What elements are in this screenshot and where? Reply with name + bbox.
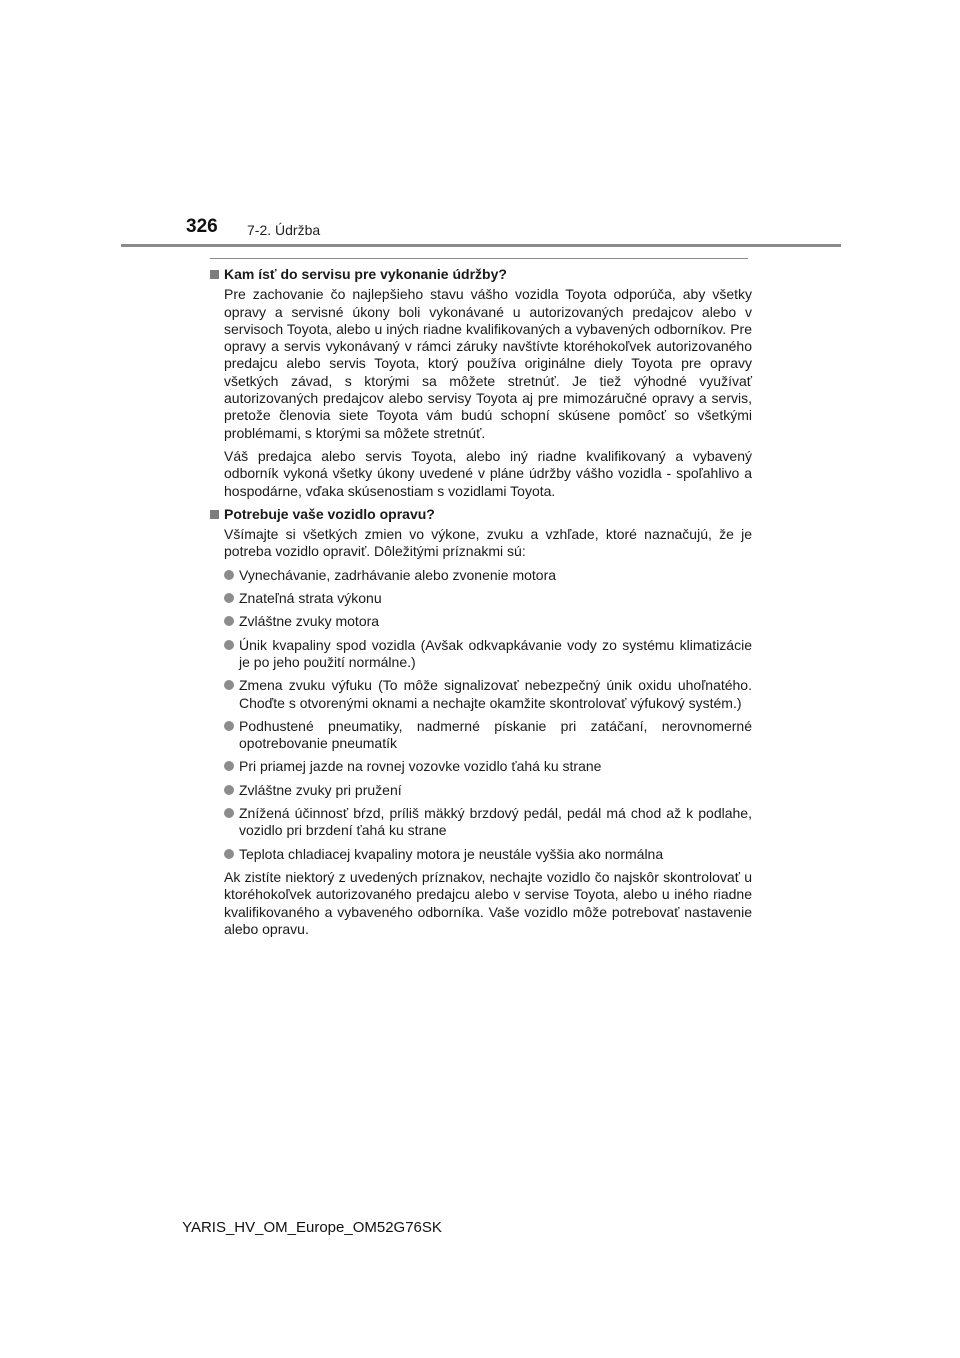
- paragraph-closing: Ak zistíte niektorý z uvedených príznakov, nechajte vozidlo čo najskôr skontrolovať u ktoréhokoľvek autorizovaného predajcu alebo v servise Toyota, alebo u iného riadne kvalifikovaného a vybaveného odborníka. Vaše vozidlo môže potrebovať nastavenie alebo opravu.: [224, 868, 752, 937]
- document-code: YARIS_HV_OM_Europe_OM52G76SK: [182, 1219, 442, 1236]
- section-heading-text: Kam ísť do servisu pre vykonanie údržby?: [224, 266, 507, 282]
- main-content: [210, 266, 752, 944]
- list-item: [224, 637, 752, 672]
- list-item: [224, 782, 752, 799]
- list-item-text: Znateľná strata výkonu: [239, 590, 382, 607]
- circle-bullet-icon: [224, 761, 234, 771]
- list-item: [224, 846, 752, 863]
- list-item-text: Zmena zvuku výfuku (To môže signalizovať nebezpečný únik oxidu uhoľnatého. Choďte s otvorenými oknami a nechajte okamžite skontrolovať výfukový systém.): [239, 677, 752, 711]
- list-item: [224, 590, 752, 607]
- list-item-text: Zvláštne zvuky pri pružení: [239, 781, 402, 798]
- square-bullet-icon: [210, 270, 219, 279]
- square-bullet-icon: [210, 510, 219, 519]
- section-heading-service-location: [210, 266, 752, 283]
- list-item: [224, 805, 752, 840]
- list-item-text: Teplota chladiacej kvapaliny motora je neustále vyššia ako normálna: [239, 845, 664, 862]
- paragraph: Pre zachovanie čo najlepšieho stavu vášho vozidla Toyota odporúča, aby všetky opravy a servisné úkony boli vykonávané u autorizovaných predajcov alebo v servisoch Toyota, alebo u iných riadne kvalifikovaných a vybavených odborníkov. Pre opravy a servis vykonávaný v rámci záruky navštívte ktoréhokoľvek autorizovaného predajcu alebo servis Toyota, ktorý používa originálne diely Toyota pre opravy všetkých závad, s ktorými sa môžete stretnúť. Je tiež výhodné využívať autorizovaných predajcov alebo servisy Toyota aj pre mimozáručné opravy a servis, pretože členovia siete Toyota vám budú schopní skúsene pomôcť so všetkými problémami, s ktorými sa môžete stretnúť.: [224, 286, 752, 441]
- circle-bullet-icon: [224, 849, 234, 859]
- page-number: 326: [186, 216, 218, 237]
- list-item: [224, 718, 752, 753]
- list-item: [224, 758, 752, 775]
- list-item: [224, 677, 752, 712]
- paragraph: Váš predajca alebo servis Toyota, alebo iný riadne kvalifikovaný a vybavený odborník vykoná všetky úkony uvedené v pláne údržby vášho vozidla - spoľahlivo a hospodárne, vďaka skúsenostiam s vozidlami Toyota.: [224, 447, 752, 499]
- circle-bullet-icon: [224, 616, 234, 626]
- paragraph-intro: Všímajte si všetkých zmien vo výkone, zvuku a vzhľade, ktoré naznačujú, že je potreba vozidlo opraviť. Dôležitými príznakmi sú:: [224, 526, 752, 560]
- section-title: 7-2. Údržba: [247, 222, 321, 238]
- list-item-text: Zvláštne zvuky motora: [239, 613, 380, 630]
- list-item-text: Pri priamej jazde na rovnej vozovke vozidlo ťahá ku strane: [239, 758, 602, 775]
- circle-bullet-icon: [224, 640, 234, 650]
- content-divider: [210, 258, 748, 259]
- list-item: [224, 567, 752, 584]
- circle-bullet-icon: [224, 570, 234, 580]
- list-item-text: Vynechávanie, zadrhávanie alebo zvonenie motora: [239, 566, 557, 583]
- circle-bullet-icon: [224, 680, 234, 690]
- section-heading-text: Potrebuje vaše vozidlo opravu?: [224, 505, 435, 522]
- circle-bullet-icon: [224, 785, 234, 795]
- section-heading-repair-needed: [210, 506, 752, 523]
- circle-bullet-icon: [224, 721, 234, 731]
- circle-bullet-icon: [224, 808, 234, 818]
- header-divider: [121, 244, 841, 247]
- list-item: [224, 613, 752, 630]
- symptom-list: [224, 567, 752, 863]
- list-item-text: Únik kvapaliny spod vozidla (Avšak odkvapkávanie vody zo systému klimatizácie je po jeho použití normálne.): [239, 636, 752, 670]
- list-item-text: Podhustené pneumatiky, nadmerné pískanie pri zatáčaní, nerovnomerné opotrebovanie pneumatík: [239, 717, 752, 752]
- circle-bullet-icon: [224, 593, 234, 603]
- list-item-text: Znížená účinnosť bŕzd, príliš mäkký brzdový pedál, pedál má chod až k podlahe, vozidlo pri brzdení ťahá ku strane: [239, 805, 752, 839]
